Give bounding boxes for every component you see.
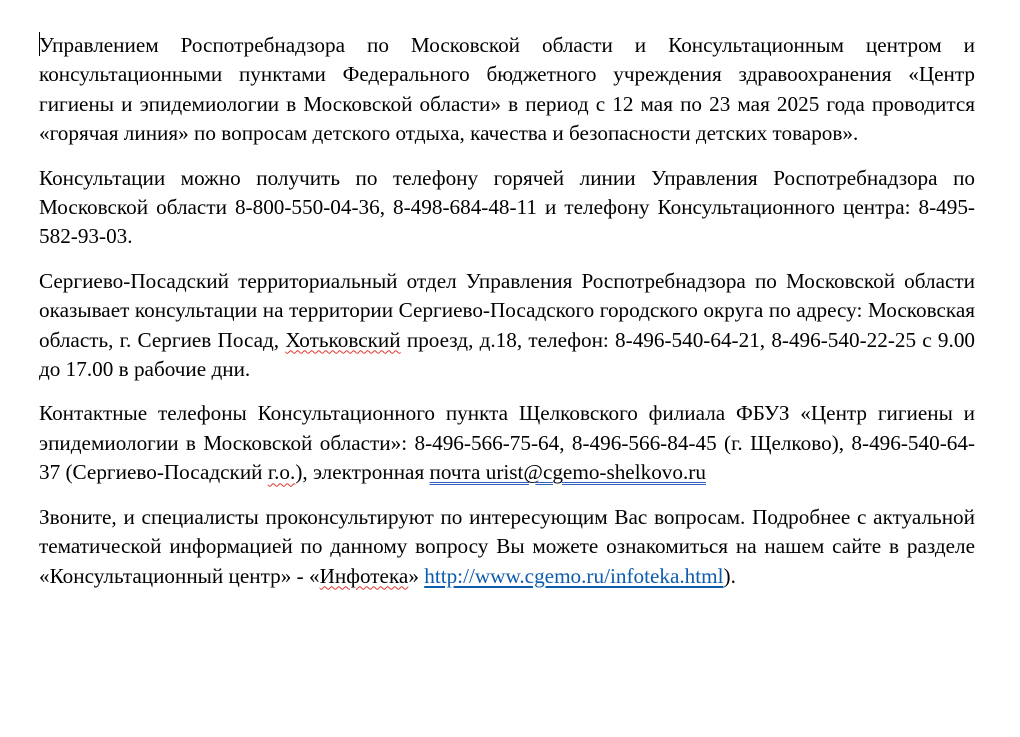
paragraph-5-text-start: Звоните, и специалисты проконсультируют по интересующим Вас вопросам. Подробнее с актуальной тематической информацией по данному вопросу Вы можете ознакомиться на нашем сайте в разделе «Консультационный центр» - «: [39, 504, 975, 588]
paragraph-5-text-end: ).: [723, 563, 736, 588]
paragraph-3-text-start: Сергиево-Посадский территориальный отдел Управления Роспотребнадзора по Московской области оказывает консультации на территории Сергиево-Посадского городского округа по адресу: Московская область, г. Сергиев Посад,: [39, 268, 975, 352]
infoteka-hyperlink[interactable]: http://www.cgemo.ru/infoteka.html: [424, 563, 724, 588]
paragraph-1-text: Управлением Роспотребнадзора по Московской области и Консультационным центром и консультационными пунктами Федерального бюджетного учреждения здравоохранения «Центр гигиены и эпидемиологии в Московской области» в период с 12 мая по 23 мая 2025 года проводится «горячая линия» по вопросам детского отдыха, качества и безопасности детских товаров».: [39, 33, 975, 146]
document-body: [39, 31, 975, 591]
paragraph-4-text-start: Контактные телефоны Консультационного пункта Щелковского филиала ФБУЗ «Центр гигиены и эпидемиологии в Московской области»: 8-496-566-75-64, 8-496-566-84-45 (г. Щелково), 8-496-540-64-37 (Сергиево-Посадский: [39, 401, 975, 485]
paragraph-5-quote-close: »: [408, 563, 425, 588]
paragraph-hotline-announcement: [39, 31, 975, 149]
paragraph-sergiev-posad-office: [39, 267, 975, 385]
paragraph-4-text-middle: ), электронная: [295, 460, 430, 485]
paragraph-phone-consultations: [39, 164, 975, 252]
paragraph-call-to-action: [39, 503, 975, 591]
spellcheck-word-khotkovsky[interactable]: Хотьковский: [285, 327, 401, 352]
paragraph-3-text-end: проезд, д.18, телефон: 8-496-540-64-21, 8-496-540-22-25 с 9.00 до 17.00 в рабочие дни.: [39, 327, 976, 382]
spellcheck-word-infoteka[interactable]: Инфотека: [319, 563, 409, 588]
paragraph-2-text: Консультации можно получить по телефону горячей линии Управления Роспотребнадзора по Московской области 8-800-550-04-36, 8-498-684-48-11 и телефону Консультационного центра: 8-495-582-93-03.: [39, 165, 975, 249]
spellcheck-word-go[interactable]: г.о.: [267, 460, 296, 485]
paragraph-shchelkovo-contacts: [39, 399, 975, 487]
email-address-marked[interactable]: почта urist@cgemo-shelkovo.ru: [429, 460, 706, 485]
